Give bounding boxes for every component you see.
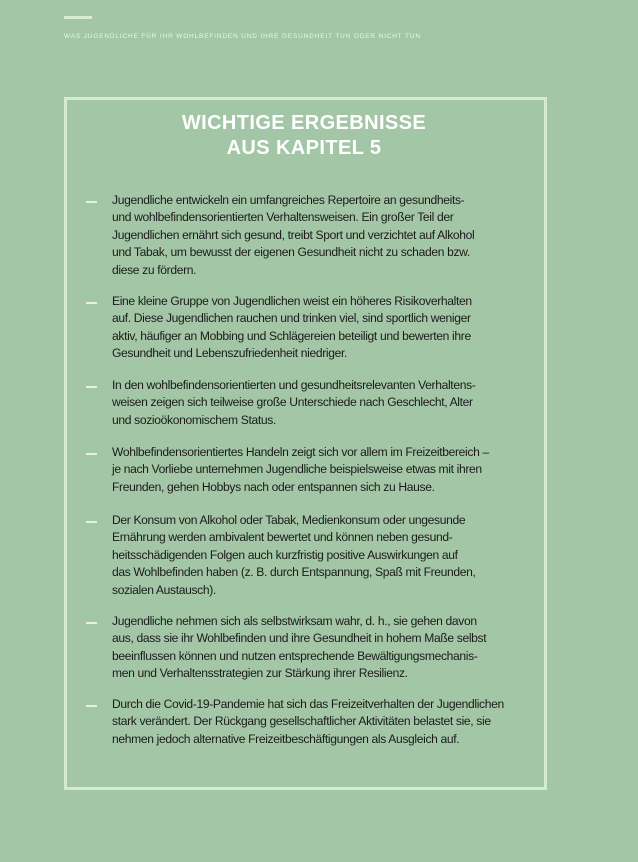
- list-item-line: aus, dass sie ihr Wohlbefinden und ihre Gesundheit in hohem Maße selbst: [112, 631, 487, 646]
- list-item-line: auf. Diese Jugendlichen rauchen und trinken viel, sind sportlich weniger: [112, 311, 471, 326]
- box-title-line-2: AUS KAPITEL 5: [226, 137, 382, 159]
- dash-bullet-icon: [86, 302, 97, 304]
- dash-bullet-icon: [86, 201, 97, 203]
- dash-bullet-icon: [86, 521, 97, 523]
- dash-bullet-icon: [86, 622, 97, 624]
- list-item-line: diese zu fördern.: [112, 262, 197, 277]
- list-item-line: je nach Vorliebe unternehmen Jugendliche beispielsweise etwas mit ihren: [112, 462, 482, 477]
- list-item-line: und wohlbefindensorientierten Verhaltensweisen. Ein großer Teil der: [112, 210, 454, 225]
- list-item-line: Jugendliche entwickeln ein umfangreiches Repertoire an gesundheits-: [112, 193, 465, 207]
- list-item-text: [112, 512, 540, 599]
- list-item-line: heitsschädigenden Folgen auch kurzfristig positive Auswirkungen auf: [112, 547, 458, 562]
- list-item-line: Der Konsum von Alkohol oder Tabak, Medienkonsum oder ungesunde: [112, 513, 466, 527]
- list-item-text: [112, 377, 540, 429]
- dash-bullet-icon: [86, 453, 97, 455]
- list-item-text: [112, 293, 540, 363]
- list-item-line: Jugendlichen ernährt sich gesund, treibt Sport und verzichtet auf Alkohol: [112, 227, 475, 242]
- list-item-text: [112, 696, 540, 748]
- list-item-line: und Tabak, um bewusst der eigenen Gesundheit nicht zu schaden bzw.: [112, 245, 470, 260]
- list-item-text: [112, 192, 540, 279]
- list-item-line: Durch die Covid-19-Pandemie hat sich das Freizeitverhalten der Jugendlichen: [112, 697, 504, 711]
- dash-bullet-icon: [86, 705, 97, 707]
- list-item-line: Ernährung werden ambivalent bewertet und können neben gesund-: [112, 530, 453, 545]
- list-item-line: weisen zeigen sich teilweise große Unterschiede nach Geschlecht, Alter: [112, 395, 473, 410]
- running-header: WAS JUGENDLICHE FÜR IHR WOHLBEFINDEN UND IHRE GESUNDHEIT TUN ODER NICHT TUN: [64, 33, 421, 40]
- list-item-text: [112, 613, 540, 683]
- list-item-line: nehmen jedoch alternative Freizeitbeschäftigungen als Ausgleich auf.: [112, 731, 460, 746]
- list-item-line: men und Verhaltensstrategien zur Stärkung ihrer Resilienz.: [112, 666, 408, 681]
- list-item-line: stark verändert. Der Rückgang gesellschaftlicher Aktivitäten belastet sie, sie: [112, 714, 491, 729]
- list-item-line: In den wohlbefindensorientierten und gesundheitsrelevanten Verhaltens-: [112, 378, 476, 392]
- list-item-line: beeinflussen können und nutzen entsprechende Bewältigungsmechanis-: [112, 648, 478, 663]
- list-item-line: und sozioökonomischem Status.: [112, 412, 276, 427]
- box-title-line-1: WICHTIGE ERGEBNISSE: [181, 112, 427, 134]
- list-item-text: [112, 444, 540, 496]
- list-item-line: Freunden, gehen Hobbys nach oder entspannen sich zu Hause.: [112, 479, 435, 494]
- list-item-line: Eine kleine Gruppe von Jugendlichen weist ein höheres Risikoverhalten: [112, 294, 472, 308]
- list-item-line: aktiv, häufiger an Mobbing und Schlägereien beteiligt und bewerten ihre: [112, 328, 471, 343]
- list-item-line: sozialen Austausch).: [112, 582, 216, 597]
- list-item-line: Jugendliche nehmen sich als selbstwirksam wahr, d. h., sie gehen davon: [112, 614, 477, 628]
- list-item-line: das Wohlbefinden haben (z. B. durch Entspannung, Spaß mit Freunden,: [112, 565, 476, 580]
- dash-bullet-icon: [86, 386, 97, 388]
- list-item-line: Wohlbefindensorientiertes Handeln zeigt sich vor allem im Freizeitbereich –: [112, 445, 489, 459]
- list-item-line: Gesundheit und Lebenszufriedenheit niedriger.: [112, 346, 348, 361]
